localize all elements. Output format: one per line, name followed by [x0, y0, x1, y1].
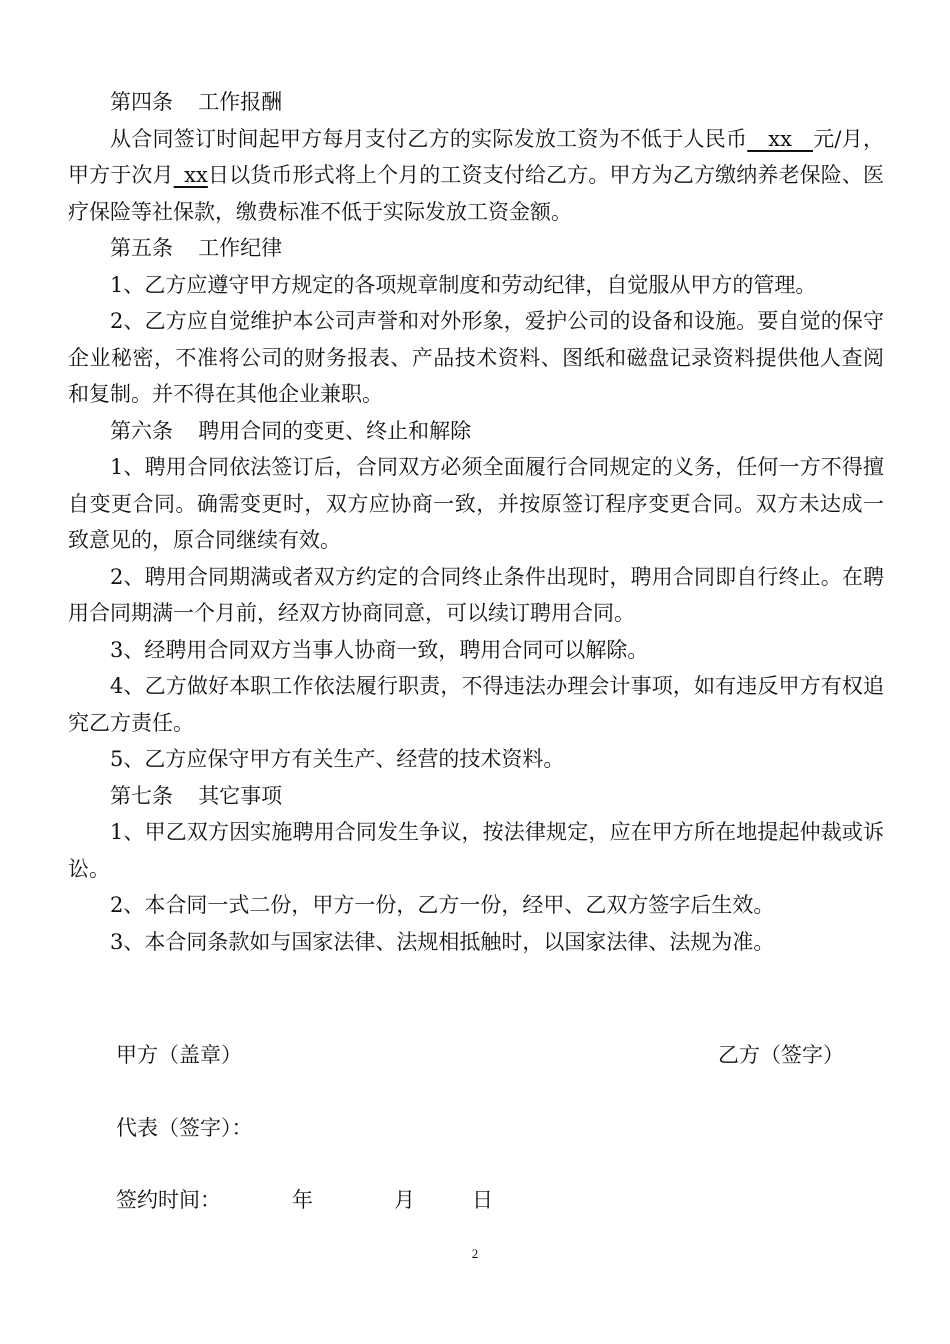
representative-signature-label: 代表（签字）：: [116, 1116, 253, 1140]
signing-year-label: 年: [292, 1188, 313, 1212]
article-7-item: 3、本合同条款如与国家法律、法规相抵触时，以国家法律、法规为准。: [110, 929, 775, 954]
salary-blank: __xx__: [747, 126, 813, 151]
article-7-item: 2、本合同一式二份，甲方一份，乙方一份，经甲、乙双方签字后生效。: [110, 893, 775, 917]
party-b-signature-label: 乙方（签字）: [718, 1043, 844, 1067]
article-6-heading: 第六条 聘用合同的变更、终止和解除: [110, 418, 472, 443]
page-number: 2: [471, 1246, 479, 1261]
party-a-seal-label: 甲方（盖章）: [116, 1043, 242, 1067]
article-5-item: 2、乙方应自觉维护本公司声誉和对外形象，爱护公司的设备和设施。要自觉的保守企业秘密，不准将公司的财务报表、产品技术资料、图纸和磁盘记录资料提供他人查阅和复制。并不得在其他企业兼职。: [68, 309, 884, 406]
article-5-item: 1、乙方应遵守甲方规定的各项规章制度和劳动纪律，自觉服从甲方的管理。: [110, 272, 817, 297]
article-6-item: 3、经聘用合同双方当事人协商一致，聘用合同可以解除。: [110, 637, 649, 662]
pay-day-blank: _xx: [173, 163, 208, 187]
signing-day-label: 日: [472, 1188, 493, 1212]
contract-body: [68, 84, 884, 960]
article-6-item: 4、乙方做好本职工作依法履行职责，不得违法办理会计事项，如有违反甲方有权追究乙方责任。: [68, 674, 884, 735]
article-5-heading: 第五条 工作纪律: [110, 236, 283, 260]
signing-date-label: 签约时间：: [116, 1188, 221, 1212]
article-6-item: 5、乙方应保守甲方有关生产、经营的技术资料。: [110, 747, 565, 771]
article-6-item: 2、聘用合同期满或者双方约定的合同终止条件出现时，聘用合同即自行终止。在聘用合同期满一个月前，经双方协商同意，可以续订聘用合同。: [68, 564, 884, 625]
signing-month-label: 月: [394, 1188, 415, 1212]
article-7-item: 1、甲乙双方因实施聘用合同发生争议，按法律规定，应在甲方所在地提起仲裁或诉讼。: [68, 820, 884, 881]
article-4-heading: 第四条 工作报酬: [110, 90, 283, 114]
article-7-heading: 第七条 其它事项: [110, 783, 283, 808]
article-6-item: 1、聘用合同依法签订后，合同双方必须全面履行合同规定的义务，任何一方不得擅自变更合同。确需变更时，双方应协商一致，并按原签订程序变更合同。双方未达成一致意见的，原合同继续有效。: [68, 455, 884, 552]
article-4-paragraph: 从合同签订时间起甲方每月支付乙方的实际发放工资为不低于人民币__xx__元/月，甲方于次月_xx日以货币形式将上个月的工资支付给乙方。甲方为乙方缴纳养老保险、医疗保险等社保款，缴费标准不低于实际发放工资金额。: [68, 126, 885, 224]
